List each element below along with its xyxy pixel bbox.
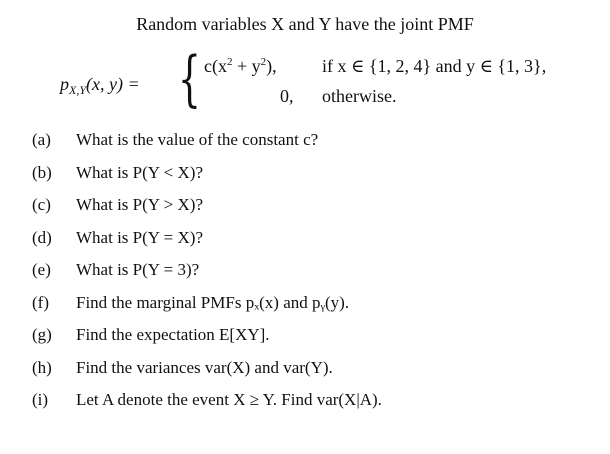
question-text: Let A denote the event X ≥ Y. Find var(X|A). <box>76 390 382 409</box>
question-text: What is P(Y = 3)? <box>76 260 200 279</box>
case1-condition: if x ∈ {1, 2, 4} and y ∈ {1, 3}, <box>322 56 547 76</box>
joint-pmf-definition <box>60 44 600 118</box>
question-text: What is P(Y = X)? <box>76 227 203 247</box>
question-text: Find the expectation E[XY]. <box>76 325 270 344</box>
question-list <box>32 126 592 419</box>
question-label: (a) <box>32 130 51 149</box>
question-label: (h) <box>32 357 52 377</box>
case1-expression-suffix: ), <box>266 56 277 76</box>
question-label: (g) <box>32 325 52 344</box>
pmf-arguments: (x, y) = <box>86 74 140 94</box>
question-item <box>32 354 592 387</box>
question-label: (f) <box>32 292 49 312</box>
pmf-symbol: p <box>60 74 69 94</box>
question-label: (b) <box>32 162 52 182</box>
question-text: Find the variances var(X) and var(Y). <box>76 357 333 377</box>
case1-expression <box>204 56 277 77</box>
question-text: Find the marginal PMFs pₓ(x) and pᵧ(y). <box>76 292 350 312</box>
question-item <box>32 224 592 257</box>
case1-exponent-x: 2 <box>226 56 233 68</box>
case2-condition: otherwise. <box>322 86 397 106</box>
pmf-lhs <box>60 74 140 95</box>
question-label: (e) <box>32 260 51 279</box>
case2-expression: 0, <box>280 86 294 106</box>
question-item <box>32 159 592 192</box>
question-label: (d) <box>32 227 52 247</box>
question-text: What is P(Y < X)? <box>76 162 203 182</box>
question-label: (i) <box>32 390 49 409</box>
question-item <box>32 256 592 289</box>
question-label: (c) <box>32 195 51 214</box>
question-item <box>32 191 592 224</box>
question-item <box>32 386 592 419</box>
case1-expression-mid: + y <box>232 56 261 76</box>
problem-title: Random variables X and Y have the joint PMF <box>136 14 474 34</box>
question-item <box>32 126 592 159</box>
case1-exponent-y: 2 <box>260 56 267 68</box>
question-item <box>32 321 592 354</box>
piecewise-brace: { <box>178 44 201 114</box>
question-item <box>32 289 592 322</box>
case1-expression-prefix: c(x <box>204 56 227 76</box>
pmf-subscript: X,Y <box>69 83 87 97</box>
question-text: What is P(Y > X)? <box>76 195 203 214</box>
question-text: What is the value of the constant c? <box>76 130 319 149</box>
